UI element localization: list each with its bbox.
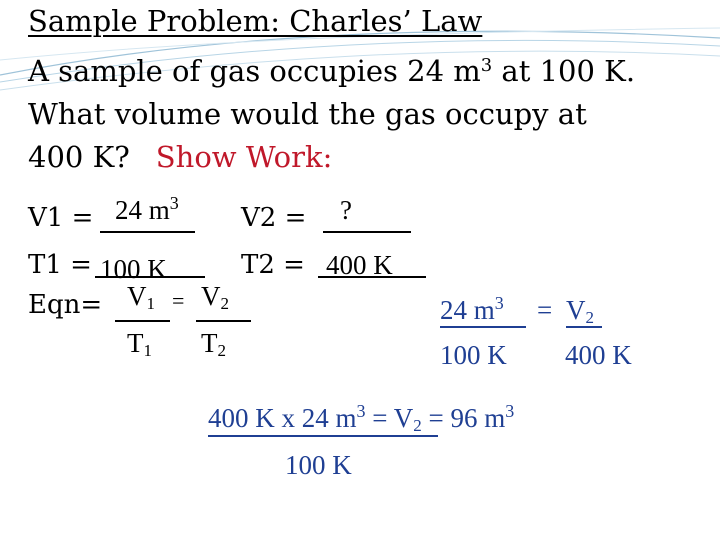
- question-line-1-tail: at 100 K.: [492, 54, 636, 88]
- t2-underline: [318, 276, 426, 278]
- slide-title: Sample Problem: Charles’ Law: [28, 4, 483, 38]
- v1-label: V1 =: [28, 203, 94, 233]
- substitution-numerator-left: [440, 295, 504, 325]
- t1-symbol: T: [127, 328, 144, 358]
- question-line-1-text: A sample of gas occupies 24 m: [28, 54, 481, 88]
- t2-subscript: 2: [217, 341, 226, 360]
- substitution-fraction-bar-left: [440, 326, 526, 328]
- v2-underline: [323, 231, 411, 233]
- solution-numerator-exponent: 3: [356, 401, 366, 421]
- question-line-2: What volume would the gas occupy at: [28, 97, 587, 131]
- substitution-fraction-bar-right: [566, 326, 602, 328]
- solution-line: [208, 403, 514, 433]
- substitution-numerator-right: [566, 295, 594, 325]
- question-line-1: [28, 52, 635, 90]
- v1-underline: [100, 231, 195, 233]
- t2-value: 400 K: [326, 250, 393, 280]
- solution-numerator: 400 K x 24 m: [208, 403, 357, 433]
- fraction-bar-right: [196, 320, 251, 322]
- sub-left-num-text: 24 m: [440, 295, 495, 325]
- v1-value-text: 24 m: [115, 195, 170, 225]
- fraction-bar-left: [115, 320, 170, 322]
- equation-label: Eqn=: [28, 290, 103, 320]
- t2-symbol: T: [201, 328, 218, 358]
- t1-subscript: 1: [143, 341, 152, 360]
- t1-value: 100 K: [100, 254, 167, 284]
- solution-v-subscript: 2: [413, 416, 422, 435]
- v1-exponent: 3: [169, 193, 179, 213]
- solution-result: = 96 m: [421, 403, 506, 433]
- equation-equals: =: [172, 288, 185, 313]
- sub-v2-subscript: 2: [585, 308, 594, 327]
- t1-underline: [95, 276, 205, 278]
- v1-value: [115, 195, 179, 225]
- question-exponent: 3: [480, 55, 493, 76]
- t1-label: T1 =: [28, 250, 92, 280]
- show-work-label: Show Work:: [155, 140, 333, 174]
- substitution-denominator-left: 100 K: [440, 340, 507, 370]
- solution-equals-v: = V: [365, 403, 414, 433]
- substitution-denominator-right: 400 K: [565, 340, 632, 370]
- v1-subscript: 1: [146, 294, 155, 313]
- equation-numerator-v2: [201, 281, 229, 311]
- solution-result-exponent: 3: [505, 401, 515, 421]
- v2-value: ?: [340, 195, 352, 225]
- question-line-3-text: 400 K?: [28, 140, 130, 174]
- v2-subscript: 2: [220, 294, 229, 313]
- sub-v2-symbol: V: [566, 295, 586, 325]
- solution-denominator: 100 K: [285, 450, 352, 480]
- v2-label: V2 =: [241, 203, 307, 233]
- equation-numerator-v1: [127, 281, 155, 311]
- v1-symbol: V: [127, 281, 147, 311]
- substitution-equals: =: [537, 295, 553, 325]
- solution-fraction-bar: [208, 435, 438, 437]
- equation-denominator-t2: [201, 328, 226, 358]
- t2-label: T2 =: [241, 250, 305, 280]
- v2-symbol: V: [201, 281, 221, 311]
- sub-left-exponent: 3: [494, 293, 504, 313]
- question-line-3: [28, 138, 332, 176]
- equation-denominator-t1: [127, 328, 152, 358]
